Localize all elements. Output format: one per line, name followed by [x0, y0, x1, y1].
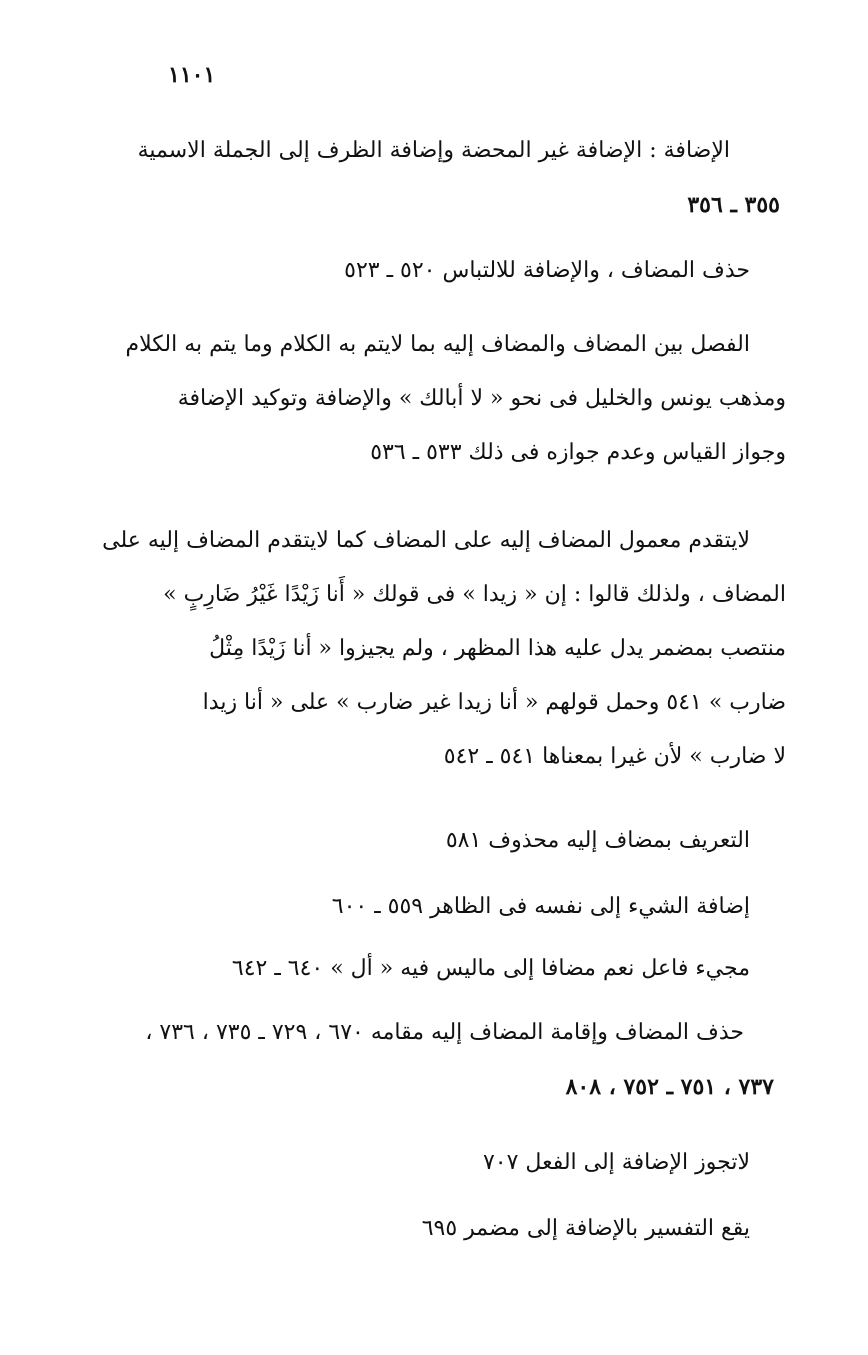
entry-line: يقع التفسير بالإضافة إلى مضمر ٦٩٥	[421, 1216, 750, 1241]
entry-line: لايتقدم معمول المضاف إليه على المضاف كما لايتقدم المضاف إليه على	[102, 528, 750, 553]
entry-line: ٣٥٥ ـ ٣٥٦	[687, 192, 780, 218]
index-entry	[232, 942, 750, 996]
entry-line: مجيء فاعل نعم مضافا إلى ماليس فيه « أل » ٦٤٠ ـ ٦٤٢	[231, 956, 750, 981]
entry-line: ضارب » ٥٤١ وحمل قولهم « أنا زيدا غير ضارب » على « أنا زيدا	[202, 690, 786, 715]
entry-line: إضافة الشيء إلى نفسه فى الظاهر ٥٥٩ ـ ٦٠٠	[331, 894, 750, 919]
index-entry	[422, 1202, 750, 1256]
index-entry	[102, 514, 786, 784]
index-entry	[344, 244, 750, 298]
entry-line: ومذهب يونس والخليل فى نحو « لا أبالك » والإضافة وتوكيد الإضافة	[177, 386, 786, 411]
entry-line: التعريف بمضاف إليه محذوف ٥٨١	[445, 828, 750, 853]
entry-line: ٧٣٧ ، ٧٥١ ـ ٧٥٢ ، ٨٠٨	[565, 1074, 774, 1100]
index-entry	[137, 124, 780, 232]
entry-line: حذف المضاف وإقامة المضاف إليه مقامه ٦٧٠ ، ٧٢٩ ـ ٧٣٥ ، ٧٣٦ ،	[145, 1020, 744, 1045]
entry-line: منتصب بمضمر يدل عليه هذا المظهر ، ولم يجيزوا « أنا زَيْدًا مِثْلُ	[209, 636, 786, 661]
entry-line: الفصل بين المضاف والمضاف إليه بما لايتم به الكلام وما يتم به الكلام	[125, 332, 750, 357]
index-entry	[446, 814, 750, 868]
index-entry	[332, 880, 750, 934]
index-entry	[145, 1006, 774, 1114]
entry-line: المضاف ، ولذلك قالوا : إن « زيدا » فى قولك « أَنا زَيْدًا غَيْرُ ضَارِبٍ »	[163, 582, 786, 607]
index-entry	[483, 1136, 750, 1190]
index-entry	[125, 318, 786, 480]
entry-line: لاتجوز الإضافة إلى الفعل ٧٠٧	[482, 1150, 750, 1175]
entry-line: وجواز القياس وعدم جوازه فى ذلك ٥٣٣ ـ ٥٣٦	[370, 440, 786, 465]
page-number: ١١٠١	[168, 62, 216, 88]
entry-line: الإضافة : الإضافة غير المحضة وإضافة الظرف إلى الجملة الاسمية	[137, 138, 730, 163]
entry-line: لا ضارب » لأن غيرا بمعناها ٥٤١ ـ ٥٤٢	[443, 744, 786, 769]
entry-line: حذف المضاف ، والإضافة للالتباس ٥٢٠ ـ ٥٢٣	[344, 258, 750, 283]
